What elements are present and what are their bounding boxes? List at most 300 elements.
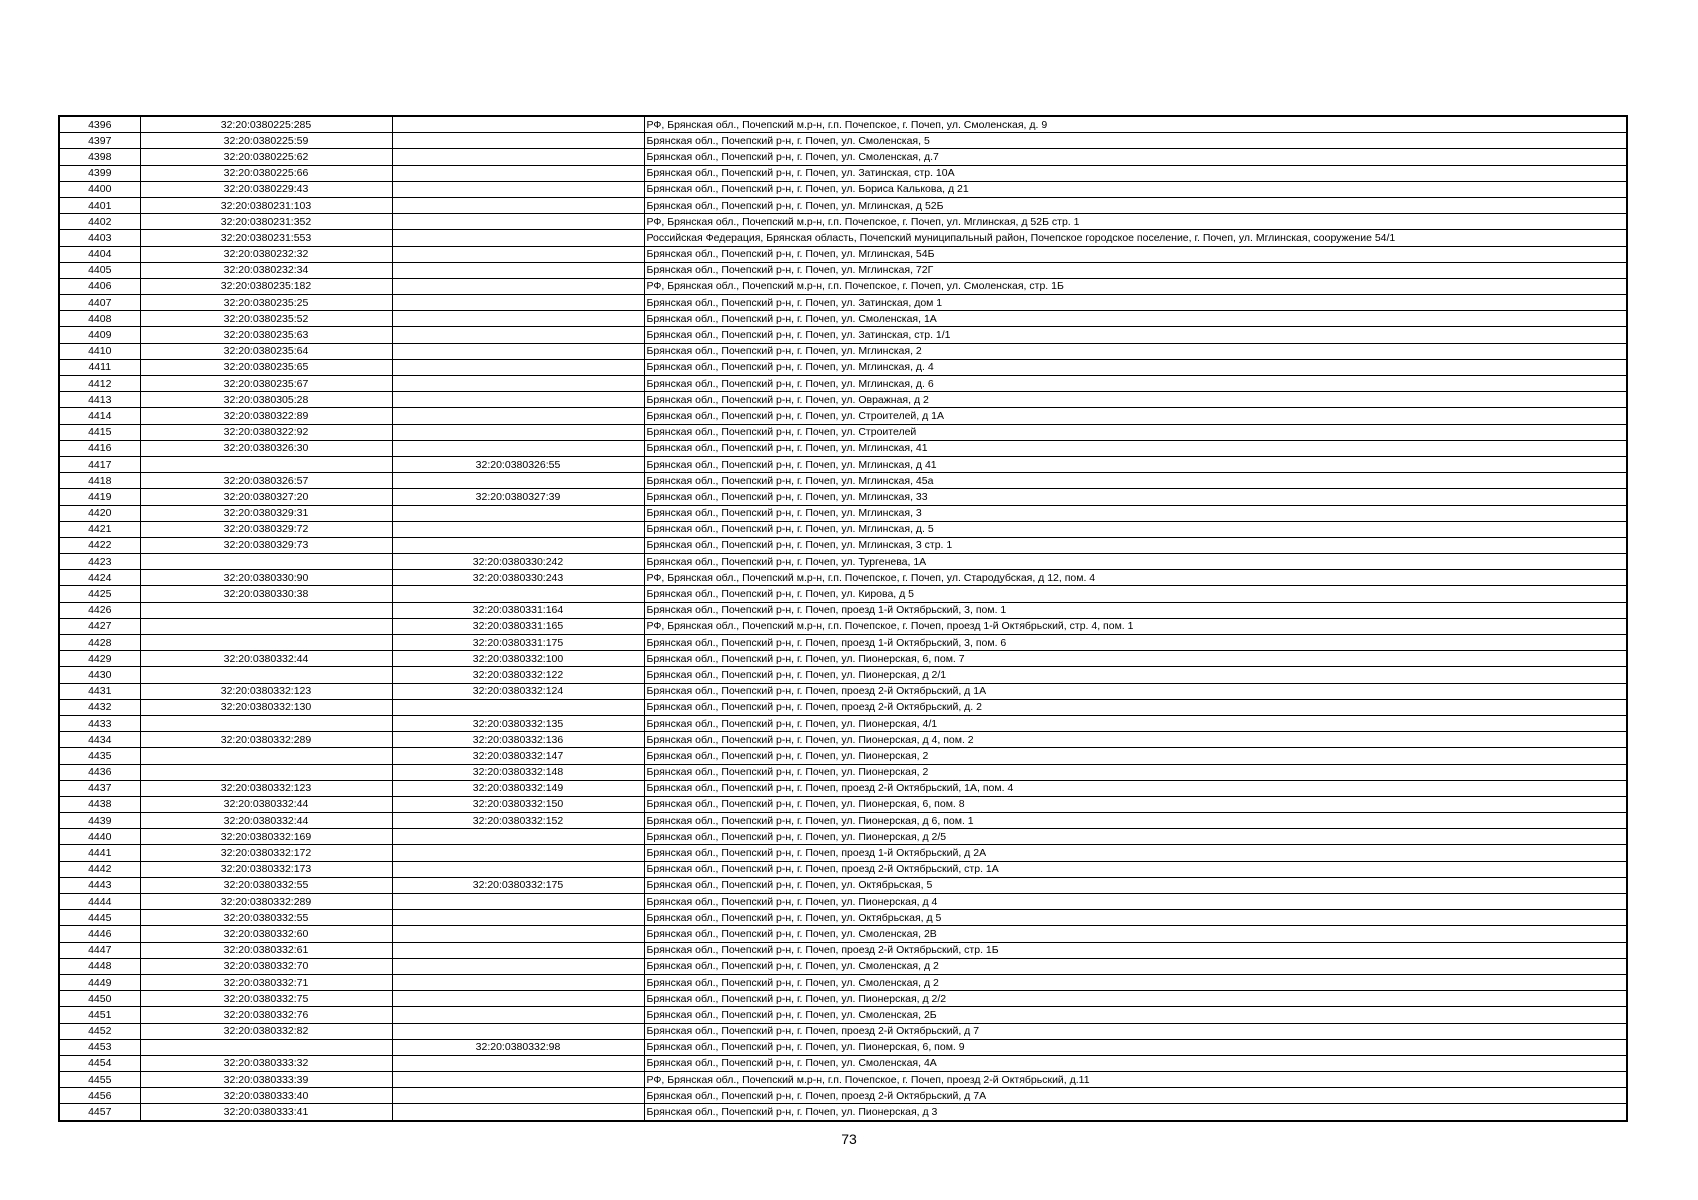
row-number-cell: 4432 [59, 699, 140, 715]
object-number-cell [392, 343, 644, 359]
cadastral-number-cell: 32:20:0380225:285 [140, 116, 392, 133]
object-number-cell [392, 926, 644, 942]
row-number-cell: 4454 [59, 1055, 140, 1071]
object-number-cell [392, 505, 644, 521]
address-cell: Брянская обл., Почепский р-н, г. Почеп, ул. Мглинская, 41 [644, 440, 1627, 456]
object-number-cell [392, 230, 644, 246]
object-number-cell [392, 910, 644, 926]
cadastral-number-cell: 32:20:0380333:40 [140, 1088, 392, 1104]
cadastral-number-cell: 32:20:0380332:82 [140, 1023, 392, 1039]
cadastral-number-cell: 32:20:0380332:289 [140, 894, 392, 910]
cadastral-number-cell: 32:20:0380225:62 [140, 149, 392, 165]
object-number-cell [392, 116, 644, 133]
row-number-cell: 4406 [59, 278, 140, 294]
address-cell: Брянская обл., Почепский р-н, г. Почеп, проезд 2-й Октябрьский, 1А, пом. 4 [644, 780, 1627, 796]
table-row [59, 845, 1627, 861]
object-number-cell [392, 440, 644, 456]
cadastral-number-cell: 32:20:0380332:70 [140, 958, 392, 974]
address-cell: Брянская обл., Почепский р-н, г. Почеп, ул. Бориса Калькова, д 21 [644, 181, 1627, 197]
cadastral-number-cell: 32:20:0380332:169 [140, 829, 392, 845]
cadastral-number-cell: 32:20:0380235:182 [140, 278, 392, 294]
object-number-cell [392, 295, 644, 311]
table-row [59, 602, 1627, 618]
table-row [59, 537, 1627, 553]
object-number-cell [392, 473, 644, 489]
table-row [59, 295, 1627, 311]
table-row [59, 197, 1627, 213]
table-row [59, 214, 1627, 230]
row-number-cell: 4446 [59, 926, 140, 942]
table-row [59, 359, 1627, 375]
address-cell: Брянская обл., Почепский р-н, г. Почеп, ул. Октябрьская, д 5 [644, 910, 1627, 926]
row-number-cell: 4431 [59, 683, 140, 699]
row-number-cell: 4457 [59, 1104, 140, 1121]
address-cell: Брянская обл., Почепский р-н, г. Почеп, проезд 2-й Октябрьский, д 7А [644, 1088, 1627, 1104]
object-number-cell [392, 894, 644, 910]
address-cell: Брянская обл., Почепский р-н, г. Почеп, ул. Мглинская, д. 5 [644, 521, 1627, 537]
object-number-cell [392, 861, 644, 877]
row-number-cell: 4402 [59, 214, 140, 230]
cadastral-number-cell [140, 1039, 392, 1055]
cadastral-number-cell: 32:20:0380329:72 [140, 521, 392, 537]
row-number-cell: 4438 [59, 796, 140, 812]
table-row [59, 424, 1627, 440]
object-number-cell [392, 392, 644, 408]
object-number-cell [392, 424, 644, 440]
table-row [59, 376, 1627, 392]
object-number-cell [392, 521, 644, 537]
table-row [59, 327, 1627, 343]
table-row [59, 230, 1627, 246]
object-number-cell [392, 214, 644, 230]
address-cell: Брянская обл., Почепский р-н, г. Почеп, ул. Пионерская, д 2/2 [644, 991, 1627, 1007]
row-number-cell: 4456 [59, 1088, 140, 1104]
row-number-cell: 4428 [59, 635, 140, 651]
object-number-cell: 32:20:0380331:164 [392, 602, 644, 618]
cadastral-number-cell: 32:20:0380332:55 [140, 877, 392, 893]
table-row [59, 246, 1627, 262]
address-cell: Брянская обл., Почепский р-н, г. Почеп, ул. Мглинская, 45а [644, 473, 1627, 489]
object-number-cell [392, 376, 644, 392]
address-cell: Брянская обл., Почепский р-н, г. Почеп, проезд 2-й Октябрьский, стр. 1Б [644, 942, 1627, 958]
object-number-cell [392, 359, 644, 375]
cadastral-number-cell [140, 618, 392, 634]
address-cell: Брянская обл., Почепский р-н, г. Почеп, ул. Мглинская, 72Г [644, 262, 1627, 278]
cadastral-number-cell: 32:20:0380235:64 [140, 343, 392, 359]
table-row [59, 489, 1627, 505]
cadastral-number-cell [140, 748, 392, 764]
row-number-cell: 4421 [59, 521, 140, 537]
address-cell: Брянская обл., Почепский р-н, г. Почеп, ул. Пионерская, 4/1 [644, 715, 1627, 731]
address-cell: Брянская обл., Почепский р-н, г. Почеп, ул. Овражная, д 2 [644, 392, 1627, 408]
object-number-cell [392, 149, 644, 165]
cadastral-number-cell: 32:20:0380235:25 [140, 295, 392, 311]
address-cell: Брянская обл., Почепский р-н, г. Почеп, ул. Смоленская, д 2 [644, 974, 1627, 990]
address-cell: Брянская обл., Почепский р-н, г. Почеп, ул. Мглинская, д. 4 [644, 359, 1627, 375]
address-cell: Брянская обл., Почепский р-н, г. Почеп, ул. Затинская, стр. 1/1 [644, 327, 1627, 343]
table-row [59, 667, 1627, 683]
table-row [59, 732, 1627, 748]
address-cell: Брянская обл., Почепский р-н, г. Почеп, ул. Мглинская, д. 6 [644, 376, 1627, 392]
address-cell: Брянская обл., Почепский р-н, г. Почеп, ул. Мглинская, д 52Б [644, 197, 1627, 213]
address-cell: Брянская обл., Почепский р-н, г. Почеп, ул. Пионерская, д 2/1 [644, 667, 1627, 683]
table-row [59, 1039, 1627, 1055]
table-row [59, 473, 1627, 489]
address-cell: РФ, Брянская обл., Почепский м.р-н, г.п. Почепское, г. Почеп, проезд 2-й Октябрьский, д.11 [644, 1072, 1627, 1088]
address-cell: Брянская обл., Почепский р-н, г. Почеп, ул. Мглинская, д 41 [644, 456, 1627, 472]
address-cell: Российская Федерация, Брянская область, Почепский муниципальный район, Почепское городское поселение, г. Почеп, ул. Мглинская, сооружение 54/1 [644, 230, 1627, 246]
cadastral-number-cell: 32:20:0380322:92 [140, 424, 392, 440]
object-number-cell: 32:20:0380327:39 [392, 489, 644, 505]
address-cell: Брянская обл., Почепский р-н, г. Почеп, ул. Октябрьская, 5 [644, 877, 1627, 893]
cadastral-number-cell: 32:20:0380332:44 [140, 651, 392, 667]
registry-table [58, 115, 1628, 1122]
page-number: 73 [841, 1131, 857, 1147]
object-number-cell [392, 829, 644, 845]
table-row [59, 635, 1627, 651]
address-cell: Брянская обл., Почепский р-н, г. Почеп, ул. Смоленская, д 2 [644, 958, 1627, 974]
object-number-cell [392, 537, 644, 553]
table-row [59, 1072, 1627, 1088]
cadastral-number-cell [140, 602, 392, 618]
object-number-cell: 32:20:0380332:100 [392, 651, 644, 667]
row-number-cell: 4442 [59, 861, 140, 877]
cadastral-number-cell: 32:20:0380332:123 [140, 780, 392, 796]
address-cell: РФ, Брянская обл., Почепский м.р-н, г.п. Почепское, г. Почеп, ул. Смоленская, стр. 1Б [644, 278, 1627, 294]
table-row [59, 1023, 1627, 1039]
row-number-cell: 4451 [59, 1007, 140, 1023]
table-row [59, 133, 1627, 149]
row-number-cell: 4441 [59, 845, 140, 861]
row-number-cell: 4411 [59, 359, 140, 375]
cadastral-number-cell: 32:20:0380332:289 [140, 732, 392, 748]
row-number-cell: 4399 [59, 165, 140, 181]
object-number-cell: 32:20:0380332:147 [392, 748, 644, 764]
cadastral-number-cell: 32:20:0380235:65 [140, 359, 392, 375]
object-number-cell: 32:20:0380332:136 [392, 732, 644, 748]
row-number-cell: 4407 [59, 295, 140, 311]
table-row [59, 570, 1627, 586]
cadastral-number-cell: 32:20:0380322:89 [140, 408, 392, 424]
cadastral-number-cell: 32:20:0380235:52 [140, 311, 392, 327]
row-number-cell: 4413 [59, 392, 140, 408]
object-number-cell [392, 327, 644, 343]
cadastral-number-cell: 32:20:0380231:352 [140, 214, 392, 230]
table-row [59, 958, 1627, 974]
cadastral-number-cell: 32:20:0380332:44 [140, 796, 392, 812]
address-cell: РФ, Брянская обл., Почепский м.р-н, г.п. Почепское, г. Почеп, ул. Мглинская, д 52Б стр. 1 [644, 214, 1627, 230]
object-number-cell [392, 586, 644, 602]
address-cell: Брянская обл., Почепский р-н, г. Почеп, ул. Мглинская, 33 [644, 489, 1627, 505]
table-row [59, 618, 1627, 634]
table-row [59, 829, 1627, 845]
object-number-cell [392, 408, 644, 424]
table-row [59, 165, 1627, 181]
row-number-cell: 4418 [59, 473, 140, 489]
cadastral-number-cell: 32:20:0380326:57 [140, 473, 392, 489]
table-row [59, 181, 1627, 197]
table-row [59, 311, 1627, 327]
object-number-cell: 32:20:0380332:135 [392, 715, 644, 731]
object-number-cell [392, 942, 644, 958]
object-number-cell [392, 181, 644, 197]
table-row [59, 505, 1627, 521]
object-number-cell [392, 197, 644, 213]
cadastral-number-cell: 32:20:0380333:39 [140, 1072, 392, 1088]
cadastral-number-cell: 32:20:0380229:43 [140, 181, 392, 197]
row-number-cell: 4439 [59, 813, 140, 829]
address-cell: Брянская обл., Почепский р-н, г. Почеп, проезд 1-й Октябрьский, д 2А [644, 845, 1627, 861]
address-cell: Брянская обл., Почепский р-н, г. Почеп, ул. Смоленская, 2Б [644, 1007, 1627, 1023]
table-row [59, 1088, 1627, 1104]
cadastral-number-cell: 32:20:0380232:32 [140, 246, 392, 262]
address-cell: Брянская обл., Почепский р-н, г. Почеп, ул. Тургенева, 1А [644, 554, 1627, 570]
cadastral-number-cell: 32:20:0380235:63 [140, 327, 392, 343]
address-cell: Брянская обл., Почепский р-н, г. Почеп, ул. Пионерская, 2 [644, 764, 1627, 780]
address-cell: Брянская обл., Почепский р-н, г. Почеп, проезд 1-й Октябрьский, 3, пом. 1 [644, 602, 1627, 618]
object-number-cell [392, 278, 644, 294]
object-number-cell [392, 1088, 644, 1104]
cadastral-number-cell [140, 715, 392, 731]
table-row [59, 554, 1627, 570]
row-number-cell: 4435 [59, 748, 140, 764]
object-number-cell [392, 845, 644, 861]
row-number-cell: 4408 [59, 311, 140, 327]
table-row [59, 748, 1627, 764]
table-row [59, 278, 1627, 294]
object-number-cell: 32:20:0380332:150 [392, 796, 644, 812]
object-number-cell [392, 1007, 644, 1023]
registry-table-body [59, 116, 1627, 1121]
object-number-cell: 32:20:0380332:98 [392, 1039, 644, 1055]
cadastral-number-cell: 32:20:0380333:32 [140, 1055, 392, 1071]
row-number-cell: 4450 [59, 991, 140, 1007]
table-row [59, 149, 1627, 165]
table-row [59, 1007, 1627, 1023]
row-number-cell: 4396 [59, 116, 140, 133]
table-row [59, 1104, 1627, 1121]
row-number-cell: 4448 [59, 958, 140, 974]
cadastral-number-cell: 32:20:0380332:55 [140, 910, 392, 926]
object-number-cell [392, 246, 644, 262]
row-number-cell: 4426 [59, 602, 140, 618]
table-row [59, 974, 1627, 990]
row-number-cell: 4405 [59, 262, 140, 278]
cadastral-number-cell [140, 764, 392, 780]
row-number-cell: 4398 [59, 149, 140, 165]
row-number-cell: 4423 [59, 554, 140, 570]
address-cell: Брянская обл., Почепский р-н, г. Почеп, ул. Пионерская, 2 [644, 748, 1627, 764]
row-number-cell: 4445 [59, 910, 140, 926]
row-number-cell: 4420 [59, 505, 140, 521]
object-number-cell [392, 1055, 644, 1071]
object-number-cell: 32:20:0380331:165 [392, 618, 644, 634]
address-cell: Брянская обл., Почепский р-н, г. Почеп, ул. Смоленская, 1А [644, 311, 1627, 327]
address-cell: Брянская обл., Почепский р-н, г. Почеп, ул. Строителей [644, 424, 1627, 440]
address-cell: Брянская обл., Почепский р-н, г. Почеп, ул. Пионерская, 6, пом. 9 [644, 1039, 1627, 1055]
cadastral-number-cell: 32:20:0380330:38 [140, 586, 392, 602]
table-row [59, 408, 1627, 424]
table-row [59, 586, 1627, 602]
table-row [59, 910, 1627, 926]
address-cell: Брянская обл., Почепский р-н, г. Почеп, ул. Кирова, д 5 [644, 586, 1627, 602]
row-number-cell: 4433 [59, 715, 140, 731]
row-number-cell: 4415 [59, 424, 140, 440]
row-number-cell: 4452 [59, 1023, 140, 1039]
object-number-cell: 32:20:0380332:149 [392, 780, 644, 796]
table-row [59, 521, 1627, 537]
table-row [59, 877, 1627, 893]
object-number-cell [392, 1104, 644, 1121]
cadastral-number-cell: 32:20:0380329:31 [140, 505, 392, 521]
row-number-cell: 4410 [59, 343, 140, 359]
cadastral-number-cell: 32:20:0380332:123 [140, 683, 392, 699]
object-number-cell: 32:20:0380332:152 [392, 813, 644, 829]
object-number-cell: 32:20:0380332:124 [392, 683, 644, 699]
row-number-cell: 4434 [59, 732, 140, 748]
address-cell: Брянская обл., Почепский р-н, г. Почеп, ул. Пионерская, д 4 [644, 894, 1627, 910]
cadastral-number-cell [140, 667, 392, 683]
row-number-cell: 4409 [59, 327, 140, 343]
row-number-cell: 4436 [59, 764, 140, 780]
row-number-cell: 4443 [59, 877, 140, 893]
address-cell: РФ, Брянская обл., Почепский м.р-н, г.п. Почепское, г. Почеп, ул. Стародубская, д 12, пом. 4 [644, 570, 1627, 586]
address-cell: Брянская обл., Почепский р-н, г. Почеп, проезд 1-й Октябрьский, 3, пом. 6 [644, 635, 1627, 651]
row-number-cell: 4412 [59, 376, 140, 392]
row-number-cell: 4403 [59, 230, 140, 246]
address-cell: Брянская обл., Почепский р-н, г. Почеп, ул. Затинская, стр. 10А [644, 165, 1627, 181]
table-row [59, 991, 1627, 1007]
cadastral-number-cell: 32:20:0380327:20 [140, 489, 392, 505]
object-number-cell [392, 165, 644, 181]
row-number-cell: 4414 [59, 408, 140, 424]
cadastral-number-cell [140, 554, 392, 570]
row-number-cell: 4440 [59, 829, 140, 845]
row-number-cell: 4404 [59, 246, 140, 262]
table-row [59, 813, 1627, 829]
row-number-cell: 4453 [59, 1039, 140, 1055]
row-number-cell: 4447 [59, 942, 140, 958]
address-cell: Брянская обл., Почепский р-н, г. Почеп, ул. Смоленская, д.7 [644, 149, 1627, 165]
address-cell: Брянская обл., Почепский р-н, г. Почеп, ул. Смоленская, 5 [644, 133, 1627, 149]
object-number-cell: 32:20:0380332:175 [392, 877, 644, 893]
row-number-cell: 4417 [59, 456, 140, 472]
address-cell: Брянская обл., Почепский р-н, г. Почеп, ул. Пионерская, 6, пом. 8 [644, 796, 1627, 812]
row-number-cell: 4397 [59, 133, 140, 149]
table-row [59, 392, 1627, 408]
cadastral-number-cell: 32:20:0380332:71 [140, 974, 392, 990]
row-number-cell: 4416 [59, 440, 140, 456]
cadastral-number-cell [140, 635, 392, 651]
row-number-cell: 4422 [59, 537, 140, 553]
cadastral-number-cell: 32:20:0380332:44 [140, 813, 392, 829]
cadastral-number-cell: 32:20:0380332:61 [140, 942, 392, 958]
address-cell: Брянская обл., Почепский р-н, г. Почеп, ул. Мглинская, 3 стр. 1 [644, 537, 1627, 553]
table-row [59, 715, 1627, 731]
table-row [59, 651, 1627, 667]
row-number-cell: 4429 [59, 651, 140, 667]
table-row [59, 456, 1627, 472]
row-number-cell: 4455 [59, 1072, 140, 1088]
row-number-cell: 4444 [59, 894, 140, 910]
object-number-cell [392, 311, 644, 327]
table-row [59, 699, 1627, 715]
table-row [59, 440, 1627, 456]
address-cell: Брянская обл., Почепский р-н, г. Почеп, ул. Пионерская, д 4, пом. 2 [644, 732, 1627, 748]
cadastral-number-cell: 32:20:0380232:34 [140, 262, 392, 278]
row-number-cell: 4427 [59, 618, 140, 634]
cadastral-number-cell: 32:20:0380332:172 [140, 845, 392, 861]
object-number-cell [392, 1023, 644, 1039]
address-cell: Брянская обл., Почепский р-н, г. Почеп, ул. Строителей, д 1А [644, 408, 1627, 424]
table-row [59, 942, 1627, 958]
table-row [59, 343, 1627, 359]
row-number-cell: 4430 [59, 667, 140, 683]
address-cell: Брянская обл., Почепский р-н, г. Почеп, ул. Пионерская, д 3 [644, 1104, 1627, 1121]
table-row [59, 894, 1627, 910]
table-row [59, 116, 1627, 133]
address-cell: Брянская обл., Почепский р-н, г. Почеп, ул. Пионерская, 6, пом. 7 [644, 651, 1627, 667]
object-number-cell: 32:20:0380331:175 [392, 635, 644, 651]
cadastral-number-cell: 32:20:0380333:41 [140, 1104, 392, 1121]
row-number-cell: 4449 [59, 974, 140, 990]
address-cell: Брянская обл., Почепский р-н, г. Почеп, проезд 2-й Октябрьский, д 7 [644, 1023, 1627, 1039]
object-number-cell: 32:20:0380326:55 [392, 456, 644, 472]
table-row [59, 764, 1627, 780]
object-number-cell [392, 991, 644, 1007]
object-number-cell [392, 1072, 644, 1088]
address-cell: Брянская обл., Почепский р-н, г. Почеп, ул. Смоленская, 2В [644, 926, 1627, 942]
cadastral-number-cell: 32:20:0380235:67 [140, 376, 392, 392]
cadastral-number-cell: 32:20:0380231:553 [140, 230, 392, 246]
cadastral-number-cell: 32:20:0380305:28 [140, 392, 392, 408]
object-number-cell: 32:20:0380332:122 [392, 667, 644, 683]
row-number-cell: 4425 [59, 586, 140, 602]
table-row [59, 780, 1627, 796]
cadastral-number-cell: 32:20:0380329:73 [140, 537, 392, 553]
table-row [59, 861, 1627, 877]
address-cell: РФ, Брянская обл., Почепский м.р-н, г.п. Почепское, г. Почеп, проезд 1-й Октябрьский, стр. 4, пом. 1 [644, 618, 1627, 634]
address-cell: Брянская обл., Почепский р-н, г. Почеп, ул. Мглинская, 2 [644, 343, 1627, 359]
table-row [59, 796, 1627, 812]
object-number-cell: 32:20:0380330:242 [392, 554, 644, 570]
object-number-cell [392, 262, 644, 278]
address-cell: Брянская обл., Почепский р-н, г. Почеп, ул. Затинская, дом 1 [644, 295, 1627, 311]
object-number-cell: 32:20:0380330:243 [392, 570, 644, 586]
cadastral-number-cell: 32:20:0380225:59 [140, 133, 392, 149]
row-number-cell: 4400 [59, 181, 140, 197]
address-cell: Брянская обл., Почепский р-н, г. Почеп, ул. Смоленская, 4А [644, 1055, 1627, 1071]
address-cell: Брянская обл., Почепский р-н, г. Почеп, ул. Пионерская, д 2/5 [644, 829, 1627, 845]
cadastral-number-cell: 32:20:0380332:76 [140, 1007, 392, 1023]
table-row [59, 1055, 1627, 1071]
cadastral-number-cell: 32:20:0380330:90 [140, 570, 392, 586]
address-cell: Брянская обл., Почепский р-н, г. Почеп, проезд 2-й Октябрьский, д. 2 [644, 699, 1627, 715]
object-number-cell [392, 699, 644, 715]
row-number-cell: 4419 [59, 489, 140, 505]
table-row [59, 262, 1627, 278]
cadastral-number-cell: 32:20:0380326:30 [140, 440, 392, 456]
address-cell: Брянская обл., Почепский р-н, г. Почеп, ул. Мглинская, 54Б [644, 246, 1627, 262]
address-cell: Брянская обл., Почепский р-н, г. Почеп, проезд 2-й Октябрьский, д 1А [644, 683, 1627, 699]
row-number-cell: 4424 [59, 570, 140, 586]
object-number-cell [392, 133, 644, 149]
address-cell: Брянская обл., Почепский р-н, г. Почеп, ул. Пионерская, д 6, пом. 1 [644, 813, 1627, 829]
object-number-cell [392, 974, 644, 990]
table-row [59, 683, 1627, 699]
cadastral-number-cell [140, 456, 392, 472]
object-number-cell [392, 958, 644, 974]
